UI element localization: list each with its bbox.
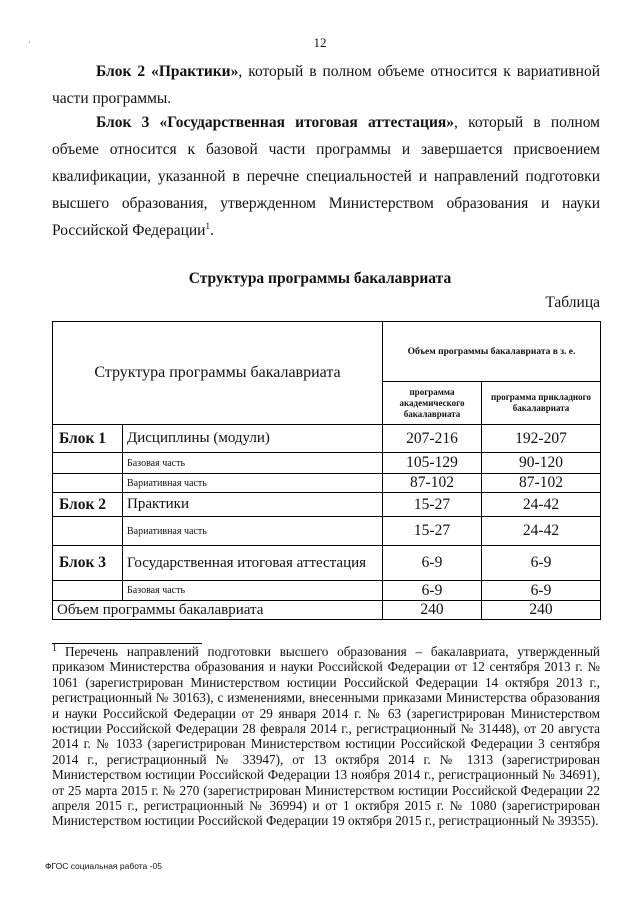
table-total-row bbox=[53, 601, 601, 620]
applied-value: 6-9 bbox=[482, 546, 601, 581]
block-label: Блок 2 bbox=[53, 493, 123, 517]
table-row bbox=[53, 517, 601, 546]
paragraph-block2 bbox=[52, 58, 600, 112]
academic-value: 207-216 bbox=[383, 425, 482, 453]
table-row bbox=[53, 581, 601, 601]
total-label: Объем программы бакалавриата bbox=[53, 601, 383, 620]
academic-value: 6-9 bbox=[383, 546, 482, 581]
academic-value: 105-129 bbox=[383, 453, 482, 474]
block3-text: , который в полном объеме относится к базовой части программы и завершается присвоением квалификации, указанной в перечне специальностей и направлений подготовки высшего образования, утвержденном Министерством образования и науки Российской Федерации bbox=[52, 114, 600, 239]
block-label bbox=[53, 517, 123, 546]
table-row bbox=[53, 425, 601, 453]
academic-value: 15-27 bbox=[383, 493, 482, 517]
footnote-text: Перечень направлений подготовки высшего образования – бакалавриата, утвержденный приказом Министерства образования и науки Российской Федерации от 12 сентября 2013 г. № 1061 (зарегистрирован Министерством юстиции Российской Федерации 14 октября 2013 г., регистрационный № 30163), с изменениями, внесенными приказами Министерства образования и науки Российской Федерации от 29 января 2014 г. № 63 (зарегистрирован Министерством юстиции Российской Федерации 28 февраля 2014 г., регистрационный № 31448), от 20 августа 2014 г. № 1033 (зарегистрирован Министерством юстиции Российской Федерации 3 сентября 2014 г., регистрационный № 33947), от 13 октября 2014 г. № 1313 (зарегистрирован Министерством юстиции Российской Федерации 13 ноября 2014 г., регистрационный № 34691), от 25 марта 2015 г. № 270 (зарегистрирован Министерством юстиции Российской Федерации 22 апреля 2015 г., регистрационный № 36994) и от 1 октября 2015 г. № 1080 (зарегистрирован Министерством юстиции Российской Федерации 19 октября 2015 г., регистрационный № 39355). bbox=[52, 644, 600, 829]
block-label: Блок 1 bbox=[53, 425, 123, 453]
total-academic: 240 bbox=[383, 601, 482, 620]
applied-value: 24-42 bbox=[482, 517, 601, 546]
scan-mark: · bbox=[28, 38, 31, 47]
total-applied: 240 bbox=[482, 601, 601, 620]
row-name: Вариативная часть bbox=[123, 517, 383, 546]
section-title: Структура программы бакалавриата bbox=[188, 270, 452, 287]
row-name: Базовая часть bbox=[123, 581, 383, 601]
table-row bbox=[53, 546, 601, 581]
row-name: Дисциплины (модули) bbox=[123, 425, 383, 453]
block-label: Блок 3 bbox=[53, 546, 123, 581]
table-row bbox=[53, 474, 601, 493]
header-structure: Структура программы бакалавриата bbox=[53, 322, 383, 425]
block2-label: Блок 2 «Практики» bbox=[96, 63, 239, 80]
applied-value: 90-120 bbox=[482, 453, 601, 474]
table-row bbox=[53, 493, 601, 517]
row-name: Базовая часть bbox=[123, 453, 383, 474]
block-label bbox=[53, 581, 123, 601]
row-name: Вариативная часть bbox=[123, 474, 383, 493]
block3-end: . bbox=[209, 222, 214, 239]
block-label bbox=[53, 474, 123, 493]
footnote-ref[interactable]: 1 bbox=[205, 220, 210, 231]
applied-value: 192-207 bbox=[482, 425, 601, 453]
paragraph-block3 bbox=[52, 109, 600, 244]
academic-value: 15-27 bbox=[383, 517, 482, 546]
block2-text: , который в полном объеме относится к вариативной части программы. bbox=[52, 63, 600, 107]
footnote bbox=[52, 644, 600, 829]
block-label bbox=[53, 453, 123, 474]
applied-value: 24-42 bbox=[482, 493, 601, 517]
row-name: Государственная итоговая аттестация bbox=[123, 546, 383, 581]
header-volume: Объем программы бакалавриата в з. е. bbox=[383, 322, 601, 382]
table-caption: Таблица bbox=[545, 294, 600, 311]
applied-value: 87-102 bbox=[482, 474, 601, 493]
academic-value: 6-9 bbox=[383, 581, 482, 601]
applied-value: 6-9 bbox=[482, 581, 601, 601]
footnote-mark: 1 bbox=[52, 642, 57, 654]
header-applied: программа прикладного бакалавриата bbox=[482, 382, 601, 425]
academic-value: 87-102 bbox=[383, 474, 482, 493]
program-structure-table bbox=[52, 321, 601, 620]
block3-label: Блок 3 «Государственная итоговая аттестация» bbox=[96, 114, 455, 131]
page-footer: ФГОС социальная работа -05 bbox=[45, 861, 162, 871]
row-name: Практики bbox=[123, 493, 383, 517]
page-number: 12 bbox=[313, 35, 327, 50]
table-row bbox=[53, 453, 601, 474]
header-academic: программа академического бакалавриата bbox=[383, 382, 482, 425]
